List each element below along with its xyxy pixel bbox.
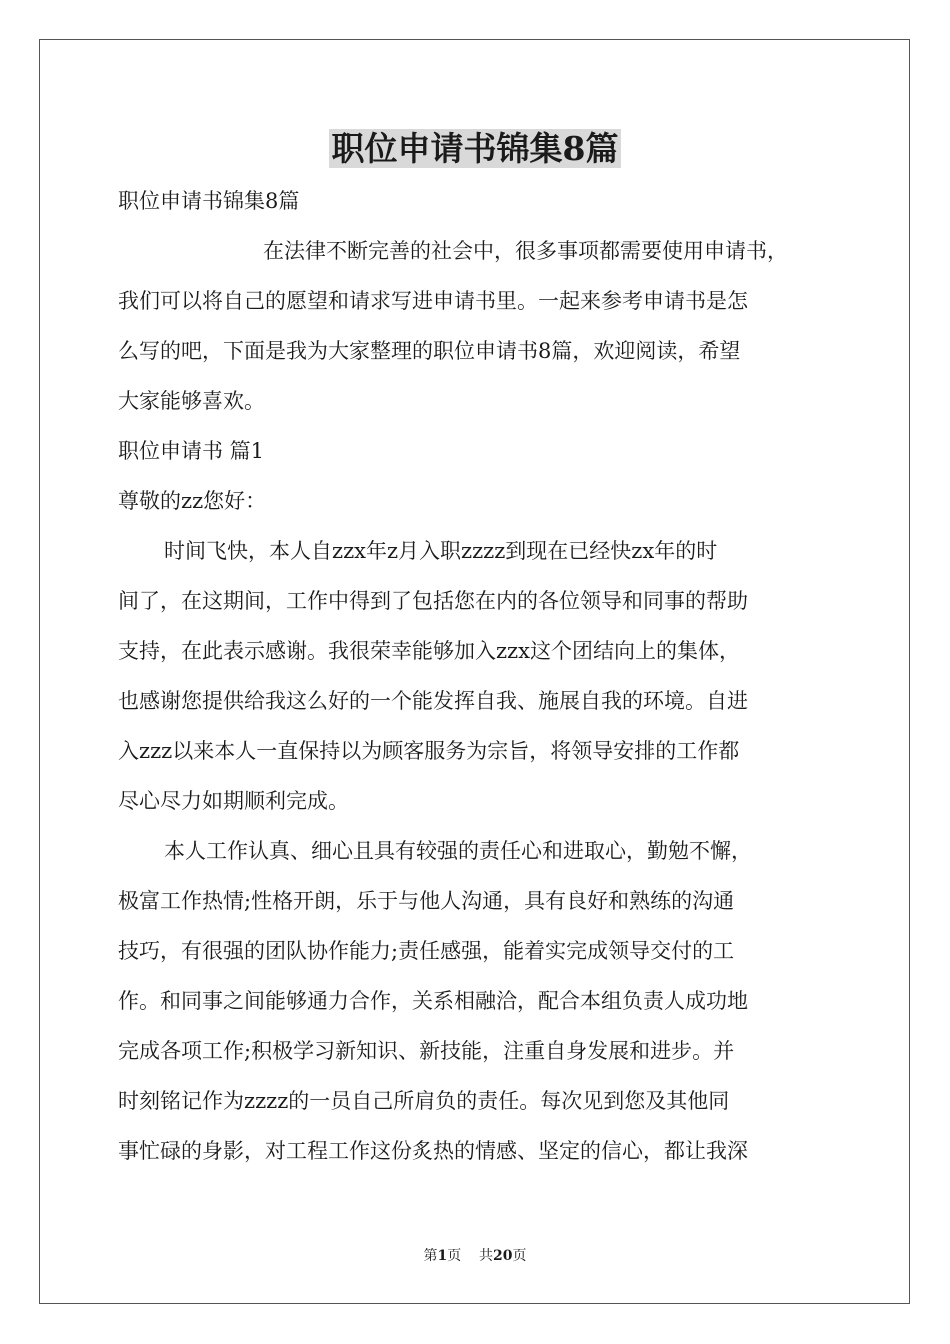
paragraph-line: 作。和同事之间能够通力合作，关系相融洽，配合本组负责人成功地 bbox=[118, 989, 748, 1013]
paragraph-line: 本人工作认真、细心且具有较强的责任心和进取心，勤勉不懈， bbox=[164, 839, 752, 863]
page-total: 20 bbox=[493, 1248, 513, 1264]
section-heading: 职位申请书 篇1 bbox=[118, 439, 265, 463]
paragraph-line: 技巧，有很强的团队协作能力;责任感强，能着实完成领导交付的工 bbox=[118, 939, 735, 963]
subtitle-line: 职位申请书锦集8篇 bbox=[118, 189, 300, 213]
page-prefix: 第 bbox=[423, 1248, 438, 1264]
paragraph-line: 入zzz以来本人一直保持以为顾客服务为宗旨，将领导安排的工作都 bbox=[118, 739, 740, 763]
intro-line: 大家能够喜欢。 bbox=[118, 389, 265, 413]
paragraph-line: 时刻铭记作为zzzz的一员自己所肩负的责任。每次见到您及其他同 bbox=[118, 1089, 730, 1113]
total-prefix: 共 bbox=[479, 1248, 494, 1264]
intro-line: 在法律不断完善的社会中，很多事项都需要使用申请书， bbox=[263, 239, 788, 263]
page-current: 1 bbox=[437, 1248, 448, 1264]
total-suffix: 页 bbox=[512, 1248, 527, 1264]
paragraph-line: 完成各项工作;积极学习新知识、新技能，注重自身发展和进步。并 bbox=[118, 1039, 735, 1063]
intro-line: 我们可以将自己的愿望和请求写进申请书里。一起来参考申请书是怎 bbox=[118, 289, 748, 313]
paragraph-line: 尽心尽力如期顺利完成。 bbox=[118, 789, 349, 813]
paragraph-line: 支持，在此表示感谢。我很荣幸能够加入zzx这个团结向上的集体， bbox=[118, 639, 740, 663]
paragraph-line: 极富工作热情;性格开朗，乐于与他人沟通，具有良好和熟练的沟通 bbox=[118, 889, 735, 913]
paragraph-line: 间了，在这期间，工作中得到了包括您在内的各位领导和同事的帮助 bbox=[118, 589, 748, 613]
paragraph-line: 时间飞快，本人自zzx年z月入职zzzz到现在已经快zx年的时 bbox=[164, 539, 718, 563]
page-suffix: 页 bbox=[447, 1248, 462, 1264]
salutation: 尊敬的zz您好： bbox=[118, 489, 267, 513]
document-title bbox=[0, 126, 950, 172]
paragraph-line: 也感谢您提供给我这么好的一个能发挥自我、施展自我的环境。自进 bbox=[118, 689, 748, 713]
document-body bbox=[118, 176, 838, 1176]
page-number-footer bbox=[0, 1246, 950, 1266]
document-title-text: 职位申请书锦集8篇 bbox=[329, 129, 622, 168]
paragraph-line: 事忙碌的身影，对工程工作这份炙热的情感、坚定的信心，都让我深 bbox=[118, 1139, 748, 1163]
intro-line: 么写的吧，下面是我为大家整理的职位申请书8篇，欢迎阅读，希望 bbox=[118, 339, 741, 363]
